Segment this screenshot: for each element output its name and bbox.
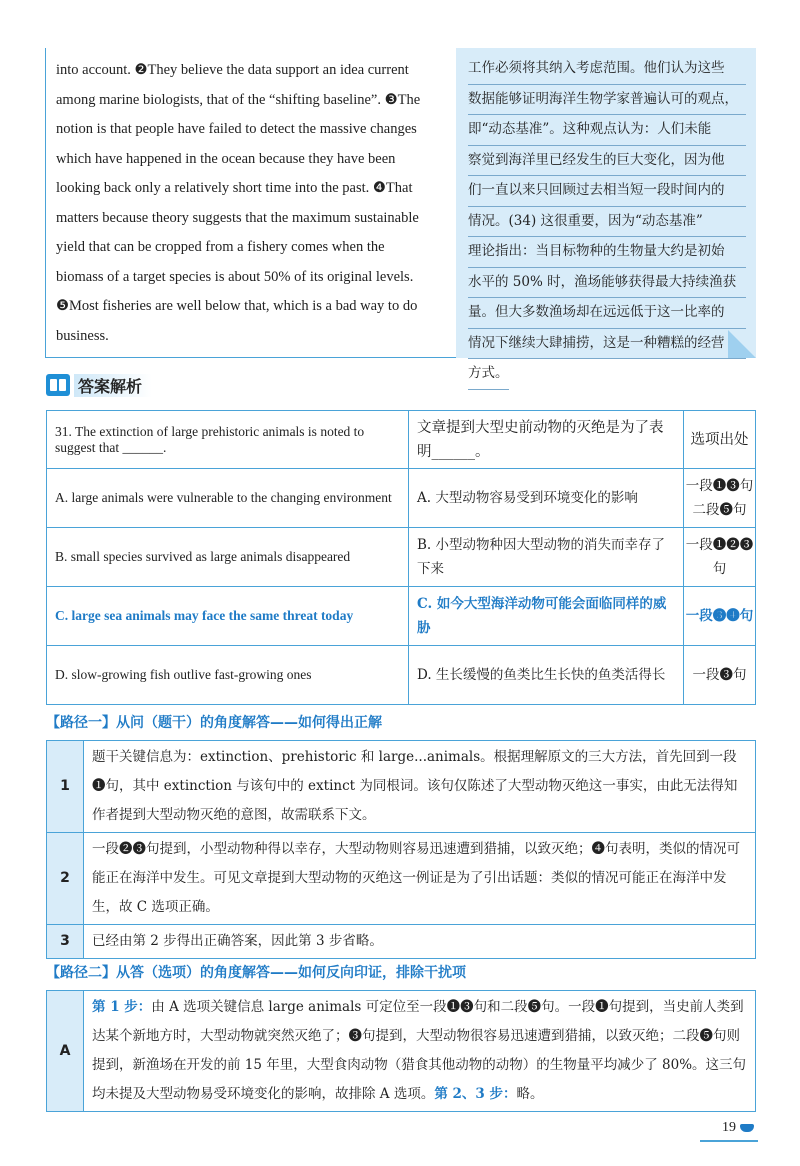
table-header-row	[47, 411, 756, 469]
passage-cn-line: 情况。(34) 这很重要，因为“动态基准”	[468, 207, 746, 238]
option-cn: C. 如今大型海洋动物可能会面临同样的威胁	[409, 587, 684, 646]
option-en: A. large animals were vulnerable to the changing environment	[47, 469, 409, 528]
page-number: 19	[722, 1120, 736, 1135]
passage-en-line: which have happened in the ocean because they have been	[56, 150, 396, 167]
page-number-underline	[700, 1140, 758, 1142]
option-source: 一段❶❷❸句	[684, 528, 756, 587]
passage-en-line: among marine biologists, that of the “shifting baseline”. ❸The	[56, 91, 421, 108]
passage-cn-line: 理论指出：当目标物种的生物量大约是初始	[468, 237, 746, 268]
passage-en-line: into account. ❷They believe the data support an idea current	[56, 62, 409, 78]
page-fold-decoration	[728, 330, 756, 358]
step-tail: 第 2、3 步：	[434, 1086, 517, 1102]
passage-en-line: business.	[56, 327, 109, 344]
step-row	[47, 833, 756, 925]
graduation-cap-icon	[740, 1124, 754, 1132]
section-header	[46, 372, 152, 398]
passage-cn-line: 量。但大多数渔场却在远远低于这一比率的	[468, 298, 746, 329]
passage-english	[56, 56, 446, 351]
path1-table	[46, 740, 756, 959]
option-analysis	[84, 991, 756, 1112]
option-analysis-row	[47, 991, 756, 1112]
table-row-correct	[47, 587, 756, 646]
path2-title: 【路径二】从答（选项）的角度解答——如何反向印证，排除干扰项	[46, 965, 466, 981]
source-header: 选项出处	[684, 411, 756, 469]
passage-cn-line: 水平的 50% 时，渔场能够获得最大持续渔获	[468, 268, 746, 299]
option-cn: B. 小型动物种因大型动物的消失而幸存了下来	[409, 528, 684, 587]
step-number: 2	[47, 833, 84, 925]
answer-table	[46, 410, 756, 705]
question-cn: 文章提到大型史前动物的灭绝是为了表明______。	[409, 411, 684, 469]
passage-cn-line: 方式。	[468, 359, 509, 390]
passage-cn-line: 们一直以来只回顾过去相当短一段时间内的	[468, 176, 746, 207]
passage-en-line: notion is that people have failed to detect the massive changes	[56, 121, 417, 137]
option-letter: A	[47, 991, 84, 1112]
path1-title: 【路径一】从问（题干）的角度解答——如何得出正解	[46, 715, 382, 731]
option-source: 一段❸句	[684, 646, 756, 705]
passage-cn-line: 察觉到海洋里已经发生的巨大变化，因为他	[468, 146, 746, 177]
option-cn: D. 生长缓慢的鱼类比生长快的鱼类活得长	[409, 646, 684, 705]
option-en: D. slow-growing fish outlive fast-growing ones	[47, 646, 409, 705]
step-text: 题干关键信息为：extinction、prehistoric 和 large...animals。根据理解原文的三大方法，首先回到一段❶句，其中 extinction 与该句中的 extinct 为同根词。该句仅陈述了大型动物灭绝这一事实，由此无法得知作者提到大型动物灭绝的意图，故需联系下文。	[84, 741, 756, 833]
passage-en-line: looking back only a relatively short time into the past. ❹That	[56, 180, 413, 196]
table-row	[47, 528, 756, 587]
option-en: B. small species survived as large animals disappeared	[47, 528, 409, 587]
passage-en-line: ❺Most fisheries are well below that, which is a bad way to do	[56, 298, 418, 314]
passage-cn-line: 工作必须将其纳入考虑范围。他们认为这些	[468, 54, 746, 85]
option-en: C. large sea animals may face the same threat today	[47, 587, 409, 646]
path2-table	[46, 990, 756, 1112]
passage-en-line: yield that can be cropped from a fishery comes when the	[56, 239, 385, 255]
question-en: 31. The extinction of large prehistoric animals is noted to suggest that ______.	[47, 411, 409, 469]
table-row	[47, 646, 756, 705]
option-cn: A. 大型动物容易受到环境变化的影响	[409, 469, 684, 528]
passage-box	[45, 48, 755, 381]
step-row	[47, 925, 756, 959]
analysis-text: 由 A 选项关键信息 large animals 可定位至一段❶❸句和二段❺句。一段❶句提到，当史前人类到达某个新地方时，大型动物就突然灭绝了；❸句提到，大型动物很容易迅速遭到猎捕，以致灭绝；二段❺句则提到，新渔场在开发的前 15 年里，大型食肉动物（猎食其他动物的动物）的生物量平均减少了 80%。这三句均未提及大型动物易受环境变化的影响，故排除 A 选项。	[92, 999, 747, 1102]
step-text: 一段❷❸句提到，小型动物种得以幸存，大型动物则容易迅速遭到猎捕，以致灭绝；❹句表明，类似的情况可能正在海洋中发生。可见文章提到大型动物的灭绝这一例证是为了引出话题：类似的情况可能正在海洋中发生，故 C 选项正确。	[84, 833, 756, 925]
step-number: 3	[47, 925, 84, 959]
passage-cn-line: 情况下继续大肆捕捞，这是一种糟糕的经营	[468, 329, 746, 360]
book-icon	[46, 374, 70, 396]
section-title: 答案解析	[74, 374, 152, 397]
passage-en-line: biomass of a target species is about 50% of its original levels.	[56, 268, 414, 285]
step-number: 1	[47, 741, 84, 833]
step-lead: 第 1 步：	[92, 999, 152, 1015]
option-source: 一段❸❹句	[684, 587, 756, 646]
option-source: 一段❶❸句 二段❺句	[684, 469, 756, 528]
passage-cn-line: 即“动态基准”。这种观点认为：人们未能	[468, 115, 746, 146]
step-text: 已经由第 2 步得出正确答案，因此第 3 步省略。	[84, 925, 756, 959]
table-row	[47, 469, 756, 528]
passage-cn-line: 数据能够证明海洋生物学家普遍认可的观点，	[468, 85, 746, 116]
step-tail-text: 略。	[516, 1086, 544, 1102]
passage-en-line: matters because theory suggests that the maximum sustainable	[56, 209, 419, 226]
passage-chinese	[456, 48, 756, 381]
step-row	[47, 741, 756, 833]
